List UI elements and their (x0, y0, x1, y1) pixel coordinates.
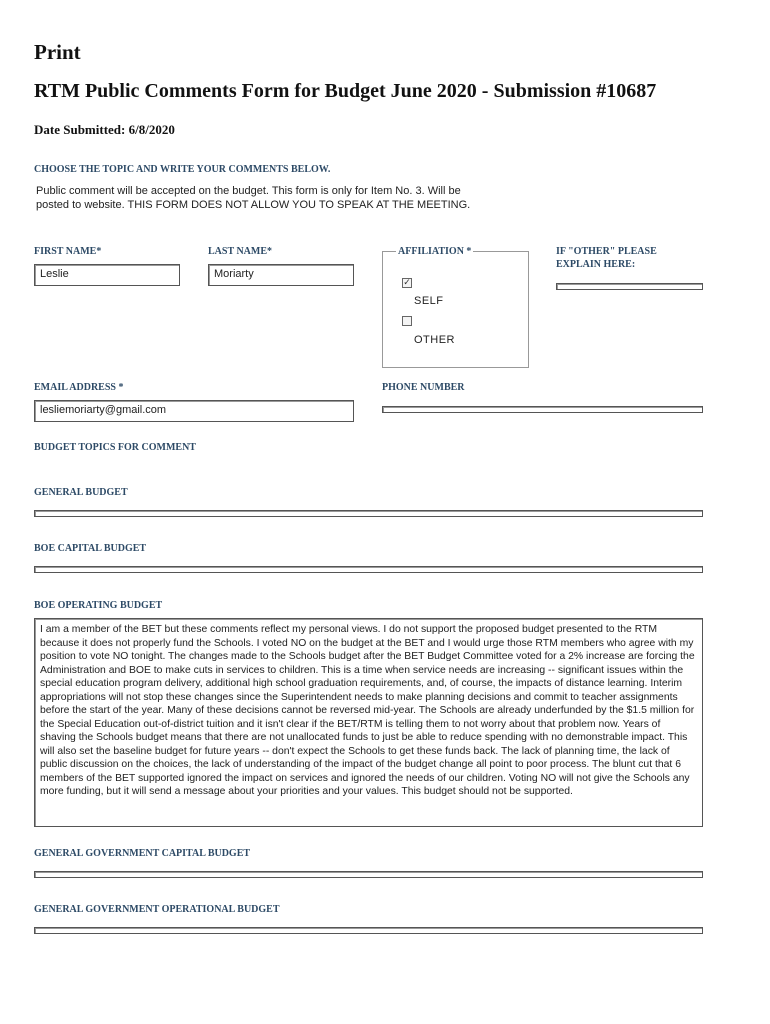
general-budget-label: GENERAL BUDGET (34, 487, 128, 498)
email-field[interactable]: lesliemoriarty@gmail.com (34, 400, 354, 422)
other-explain-label-line1: IF "OTHER" PLEASE (556, 246, 657, 257)
other-option-label: OTHER (414, 334, 455, 346)
last-name-label: LAST NAME* (208, 246, 272, 257)
instructions-text: Public comment will be accepted on the budget. This form is only for Item No. 3. Will be posted to website. THIS FORM DOES NOT ALLOW YOU TO SPEAK AT THE MEETING. (36, 185, 471, 211)
boe-operating-label: BOE OPERATING BUDGET (34, 600, 163, 611)
self-option-label: SELF (414, 295, 444, 307)
first-name-label: FIRST NAME* (34, 246, 102, 257)
budget-topics-heading: BUDGET TOPICS FOR COMMENT (34, 442, 196, 453)
gen-gov-capital-label: GENERAL GOVERNMENT CAPITAL BUDGET (34, 848, 251, 859)
date-submitted: Date Submitted: 6/8/2020 (34, 122, 175, 137)
last-name-field[interactable]: Moriarty (208, 264, 354, 286)
other-explain-label-line2: EXPLAIN HERE: (556, 259, 636, 270)
first-name-field[interactable]: Leslie (34, 264, 180, 286)
affiliation-label: AFFILIATION * (398, 246, 472, 257)
self-checkbox[interactable]: ✓ (403, 278, 411, 288)
other-explain-field[interactable] (556, 283, 703, 290)
general-budget-field[interactable] (34, 510, 703, 517)
phone-label: PHONE NUMBER (382, 382, 465, 393)
boe-capital-label: BOE CAPITAL BUDGET (34, 543, 147, 554)
gen-gov-capital-field[interactable] (34, 871, 703, 878)
print-link[interactable]: Print (34, 40, 81, 64)
boe-operating-comment[interactable]: I am a member of the BET but these comments reflect my personal views. I do not support the proposed budget presented to the RTM because it does not properly fund the Schools. I voted NO on the budget at the BET and I would urge those RTM members who agree with my position to vote NO tonight. The changes made to the Schools budget after the BET Budget Committee voted for a 2% increase are forcing the Administration and BOE to make cuts in services to children. This is a time when service needs are increasing -- significant issues within the special education program delivery, additional high school graduation requirements, and, of course, the impacts of distance learning. Interim appropriations will not stop these changes since the Superintendent needs to make planning decisions and commit to teacher assignments before the start of the year. Many of these decisions cannot be reversed mid-year. The Schools are already underfunded by the $1.5 million for the Special Education out-of-district tuition and it isn't clear if the BET/RTM is telling them to not worry about that problem now. Years of shaving the Schools budget means that there are not unallocated funds to just be able to reduce spending with no demonstrable impact. This will also set the baseline budget for future years -- don't expect the Schools to get these funds back. The lack of planning time, the lack of public discussion on the choices, the lack of understanding of the impact of the budget change all point to poor process. The blunt cut that 6 members of the BET supported ignored the impact on services and ignored the needs of our children. Voting NO will not give the Schools any more funding, but it will send a message about your priorities and your values. This budget should not be supported. (34, 618, 703, 827)
affiliation-group (382, 251, 529, 368)
page-title: RTM Public Comments Form for Budget June 2020 - Submission #10687 (34, 80, 657, 102)
phone-field[interactable] (382, 406, 703, 413)
other-checkbox[interactable] (402, 316, 412, 326)
email-label: EMAIL ADDRESS * (34, 382, 124, 393)
boe-capital-field[interactable] (34, 566, 703, 573)
gen-gov-operational-field[interactable] (34, 927, 703, 934)
section-heading: CHOOSE THE TOPIC AND WRITE YOUR COMMENTS BELOW. (34, 164, 331, 175)
gen-gov-operational-label: GENERAL GOVERNMENT OPERATIONAL BUDGET (34, 904, 280, 915)
